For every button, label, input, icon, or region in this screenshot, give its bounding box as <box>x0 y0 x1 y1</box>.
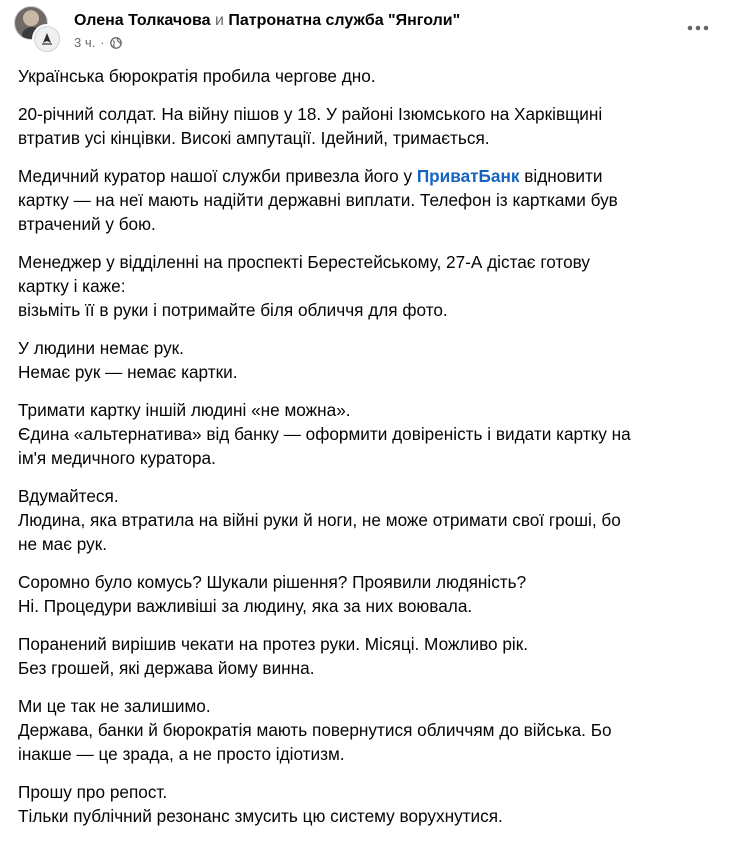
paragraph-3 <box>18 164 733 236</box>
text-line: 20-річний солдат. На війну пішов у 18. У районі Ізюмського на Харківщині <box>18 104 603 124</box>
paragraph-10 <box>18 694 733 766</box>
angel-logo-icon <box>34 26 60 52</box>
text-line: Поранений вирішив чекати на протез руки. Місяці. Можливо рік. <box>18 634 529 654</box>
text-segment: відновити <box>519 166 603 186</box>
post-meta <box>74 35 122 51</box>
paragraph-8 <box>18 570 733 618</box>
author-conjunction: и <box>214 12 224 29</box>
paragraph-4 <box>18 250 733 322</box>
text-line: Людина, яка втратила на війні руки й ноги, не може отримати свої гроші, бо <box>18 510 621 530</box>
paragraph-1 <box>18 64 733 88</box>
more-options-button[interactable] <box>680 14 716 42</box>
paragraph-5 <box>18 336 733 384</box>
text-line: втратив усі кінцівки. Високі ампутації. Ідейний, тримається. <box>18 128 490 148</box>
text-line: візьміть її в руки і потримайте біля обличчя для фото. <box>18 300 448 320</box>
author-line <box>74 11 460 31</box>
text-line-with-mention <box>18 164 733 188</box>
post-timestamp[interactable]: 3 ч. <box>74 35 96 50</box>
text-line: Прошу про репост. <box>18 782 168 802</box>
privatbank-mention-link[interactable]: ПриватБанк <box>416 166 520 186</box>
text-line: втрачений у бою. <box>18 214 156 234</box>
text-line: Єдина «альтернатива» від банку — оформити довіреність і видати картку на <box>18 424 631 444</box>
text-line: Тримати картку іншій людині «не можна». <box>18 400 351 420</box>
author-avatar-group[interactable] <box>14 6 60 52</box>
page-avatar[interactable] <box>32 24 62 54</box>
text-line: Немає рук — немає картки. <box>18 362 238 382</box>
paragraph-2 <box>18 102 733 150</box>
author-name-link[interactable]: Олена Толкачова <box>74 12 211 29</box>
page-name-link[interactable]: Патронатна служба "Янголи" <box>228 12 461 29</box>
post-header <box>0 0 746 60</box>
text-line: Менеджер у відділенні на проспекті Берестейському, 27-А дістає готову <box>18 252 591 272</box>
more-horizontal-icon <box>687 25 709 31</box>
paragraph-9 <box>18 632 733 680</box>
text-line: картку і каже: <box>18 276 126 296</box>
text-line: Ні. Процедури важливіші за людину, яка за них воювала. <box>18 596 473 616</box>
text-line: Держава, банки й бюрократія мають повернутися обличчям до війська. Бо <box>18 720 612 740</box>
meta-separator: · <box>100 35 105 50</box>
globe-icon[interactable] <box>110 37 122 49</box>
text-line: Українська бюрократія пробила чергове дно. <box>18 66 376 86</box>
paragraph-6 <box>18 398 733 470</box>
post-body <box>18 64 733 842</box>
text-line: Без грошей, які держава йому винна. <box>18 658 315 678</box>
text-line: Соромно було комусь? Шукали рішення? Проявили людяність? <box>18 572 527 592</box>
text-line: не має рук. <box>18 534 108 554</box>
text-line: картку — на неї мають надійти державні виплати. Телефон із картками був <box>18 190 618 210</box>
paragraph-11 <box>18 780 733 828</box>
text-line: У людини немає рук. <box>18 338 184 358</box>
text-line: ім'я медичного куратора. <box>18 448 216 468</box>
paragraph-7 <box>18 484 733 556</box>
text-line: Тільки публічний резонанс змусить цю систему ворухнутися. <box>18 806 503 826</box>
text-segment: Медичний куратор нашої служби привезла його у <box>18 166 417 186</box>
text-line: інакше — це зрада, а не просто ідіотизм. <box>18 744 345 764</box>
text-line: Вдумайтеся. <box>18 486 119 506</box>
text-line: Ми це так не залишимо. <box>18 696 211 716</box>
